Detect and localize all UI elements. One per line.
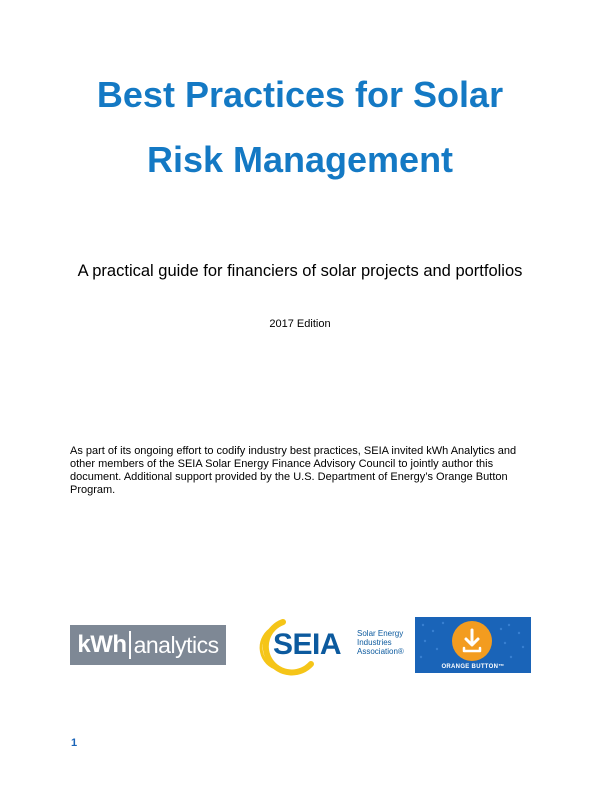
kwh-logo-divider <box>129 631 131 659</box>
seia-tagline <box>357 629 404 656</box>
page-number: 1 <box>71 737 78 749</box>
orange-button-label: ORANGE BUTTON™ <box>441 664 505 670</box>
title-line-2: Risk Management <box>146 139 454 180</box>
kwh-logo-text: kWh <box>77 631 127 658</box>
seia-tagline-line-1: Solar Energy <box>357 629 404 638</box>
intro-paragraph: As part of its ongoing effort to codify industry best practices, SEIA invited kWh Analytics and other members of the SEIA Solar Energy Finance Advisory Council to jointly author this document. Additional support provided by the U.S. Department of Energy’s Orange Button Program. <box>70 445 517 496</box>
kwh-analytics-logo <box>70 625 226 665</box>
subtitle: A practical guide for financiers of solar projects and portfolios <box>77 262 523 280</box>
kwh-logo-analytics-text: analytics <box>133 631 219 658</box>
seia-tagline-line-3: Association® <box>357 647 404 656</box>
seia-logo <box>253 614 403 680</box>
seia-wordmark: SEIA <box>273 628 342 661</box>
edition: 2017 Edition <box>269 318 331 330</box>
orange-button-logo <box>415 617 531 673</box>
seia-tagline-line-2: Industries <box>357 638 392 647</box>
title-line-1: Best Practices for Solar <box>96 74 504 115</box>
